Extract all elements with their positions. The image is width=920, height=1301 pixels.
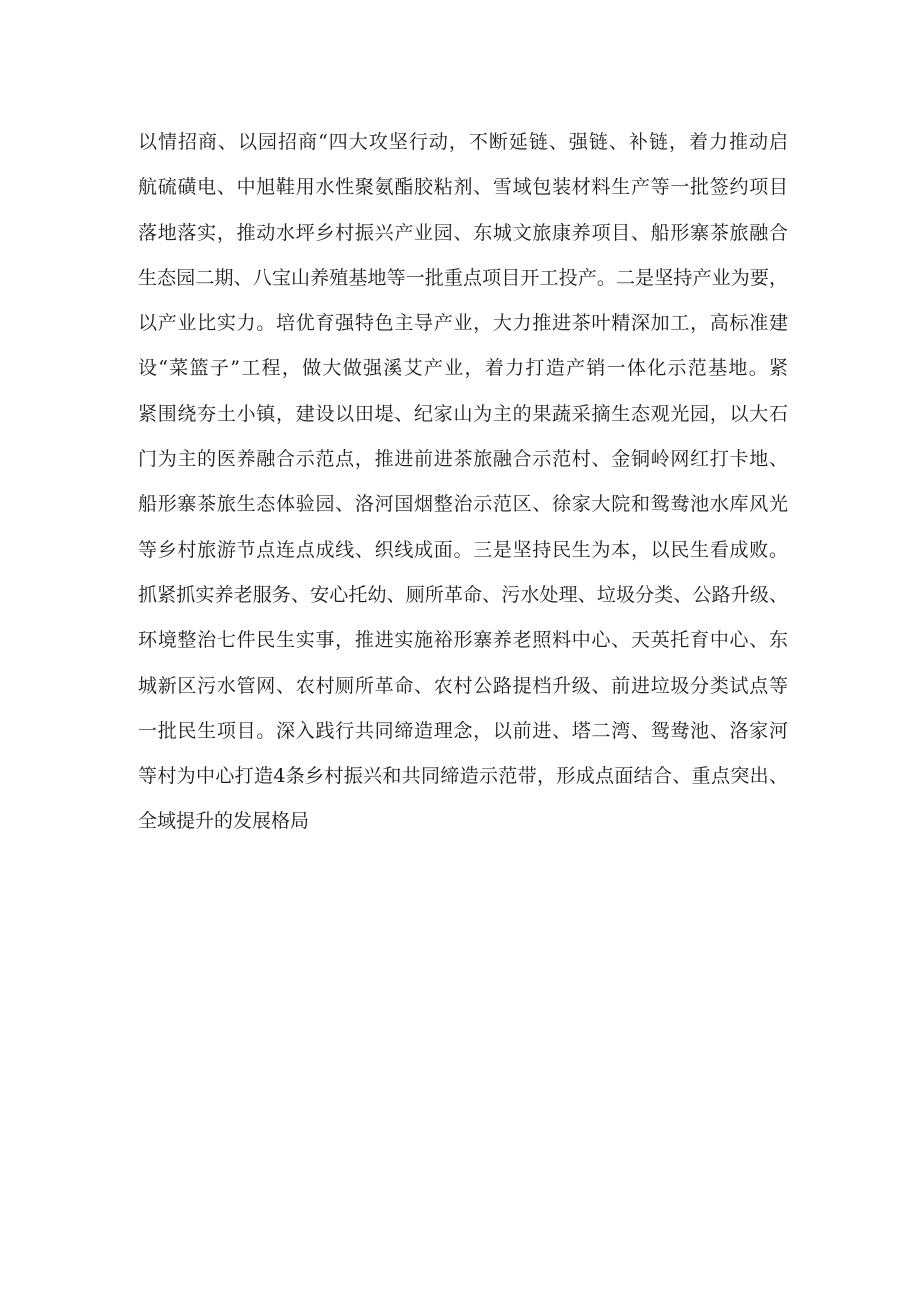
paragraph-line: 紧围绕夯土小镇，建设以田堤、纪家山为主的果蔬采摘生态观光园，以大石 [138,402,788,425]
paragraph-line-last: 全域提升的发展格局 [138,810,310,833]
paragraph-line: 抓紧抓实养老服务、安心托幼、厕所革命、污水处理、垃圾分类、公路升级、 [138,583,788,606]
paragraph-line: 设“菜篮子”工程，做大做强溪艾产业，着力打造产销一体化示范基地。紧 [138,357,788,380]
paragraph-line: 等乡村旅游节点连点成线、织线成面。三是坚持民生为本，以民生看成败。 [138,538,788,561]
paragraph-line: 落地落实，推动水坪乡村振兴产业园、东城文旅康养项目、船形寨茶旅融合 [138,221,788,244]
paragraph-line: 船形寨茶旅生态体验园、洛河国烟整治示范区、徐家大院和鸳鸯池水库风光 [138,493,788,516]
paragraph-line: 以情招商、以园招商“四大攻坚行动，不断延链、强链、补链，着力推动启 [138,131,788,153]
paragraph-line: 航硫磺电、中旭鞋用水性聚氨酯胶粘剂、雪域包装材料生产等一批签约项目 [138,176,788,199]
paragraph-line: 以产业比实力。培优育强特色主导产业，大力推进茶叶精深加工，高标准建 [138,312,788,335]
paragraph-line: 城新区污水管网、农村厕所革命、农村公路提档升级、前进垃圾分类试点等 [138,674,788,697]
paragraph-line: 一批民生项目。深入践行共同缔造理念，以前进、塔二湾、鸳鸯池、洛家河 [138,719,788,742]
paragraph-line: 生态园二期、八宝山养殖基地等一批重点项目开工投产。二是坚持产业为要， [138,266,788,289]
body-paragraph [138,120,788,845]
paragraph-line: 环境整治七件民生实事，推进实施裕形寨养老照料中心、天英托育中心、东 [138,629,788,652]
paragraph-line: 等村为中心打造4条乡村振兴和共同缔造示范带，形成点面结合、重点突出、 [138,765,788,788]
paragraph-line: 门为主的医养融合示范点，推进前进茶旅融合示范村、金铜岭网红打卡地、 [138,448,788,471]
